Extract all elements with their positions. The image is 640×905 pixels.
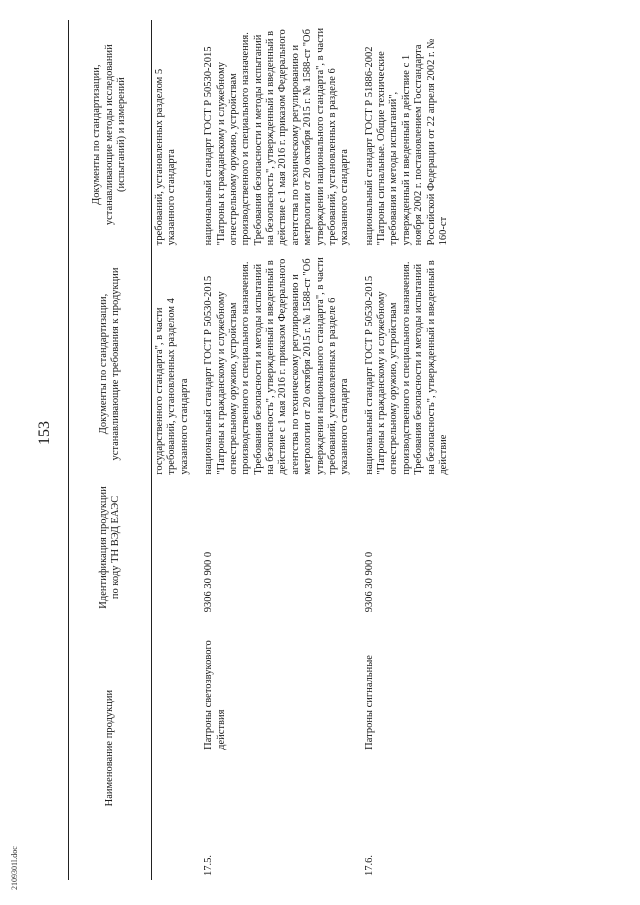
header-product-name: Наименование продукции	[69, 616, 152, 880]
continuation-row	[152, 20, 194, 880]
footer-file-name: 2109301l.doc	[10, 846, 19, 890]
methods-doc: национальный стандарт ГОСТ Р 51886-2002 "Патроны сигнальные. Общие технические требования и методы испытаний", утвержденный и введенный в действие с 1 ноября 2002 г. постановлением Госстандарта Российской Федерации от 22 апреля 2002 г. № 160-ст	[363, 38, 449, 246]
requirements-doc: национальный стандарт ГОСТ Р 50530-2015 "Патроны к гражданскому и служебному огнестрельному оружию, устройствам производственного и специального назначения. Требования безопасности и методы испытаний на безопасность", утвержденный и введенный в действие	[363, 260, 449, 475]
continuation-methods: требований, установленных разделом 5 указанного стандарта	[154, 68, 178, 246]
product-name: Патроны сигнальные	[363, 655, 375, 750]
requirements-doc: национальный стандарт ГОСТ Р 50530-2015 "Патроны к гражданскому и служебному огнестрельному оружию, устройствам производственного и специального назначения. Требования безопасности и методы испытаний на безопасность", утвержденный и введенный в действие с 1 мая 2016 г. приказом Федерального агентства по техническому регулированию и метрологии от 20 октября 2015 г. № 1588-ст "Об утверждении национального стандарта", в части требований, установленных в разделе 6 указанного стандарта	[203, 257, 351, 475]
tn-ved-code: 9306 30 900 0	[203, 551, 215, 613]
methods-doc: национальный стандарт ГОСТ Р 50530-2015 "Патроны к гражданскому и служебному огнестрельному оружию, устройствам производственного и специального назначения. Требования безопасности и методы испытаний на безопасность", утвержденный и введенный в действие с 1 мая 2016 г. приказом Федерального агентства по техническому регулированию и метрологии от 20 октября 2015 г. № 1588-ст "Об утверждении национального стандарта", в части требований, установленных в разделе 6 указанного стандарта	[203, 27, 351, 246]
rotated-table-container	[68, 20, 628, 880]
header-requirements-docs: Документы по стандартизации, устанавливающие требования к продукции	[69, 249, 152, 478]
table-row	[201, 20, 354, 880]
table-header-row	[69, 20, 152, 880]
row-number: 17.6.	[363, 855, 375, 876]
header-tn-ved-code: Идентификация продукции по коду ТН ВЭД ЕАЭС	[69, 479, 152, 617]
product-name: Патроны светозвукового действия	[203, 640, 227, 750]
header-methods-docs: Документы по стандартизации, устанавливающие методы исследований (испытаний) и измерений	[69, 20, 152, 249]
table-row	[362, 20, 453, 880]
row-number: 17.5.	[203, 855, 215, 876]
continuation-requirements: государственного стандарта", в части требований, установленных разделом 4 указанного стандарта	[154, 298, 190, 475]
standards-table	[68, 20, 452, 880]
tn-ved-code: 9306 30 900 0	[363, 551, 375, 613]
page-number: 153	[36, 421, 53, 445]
